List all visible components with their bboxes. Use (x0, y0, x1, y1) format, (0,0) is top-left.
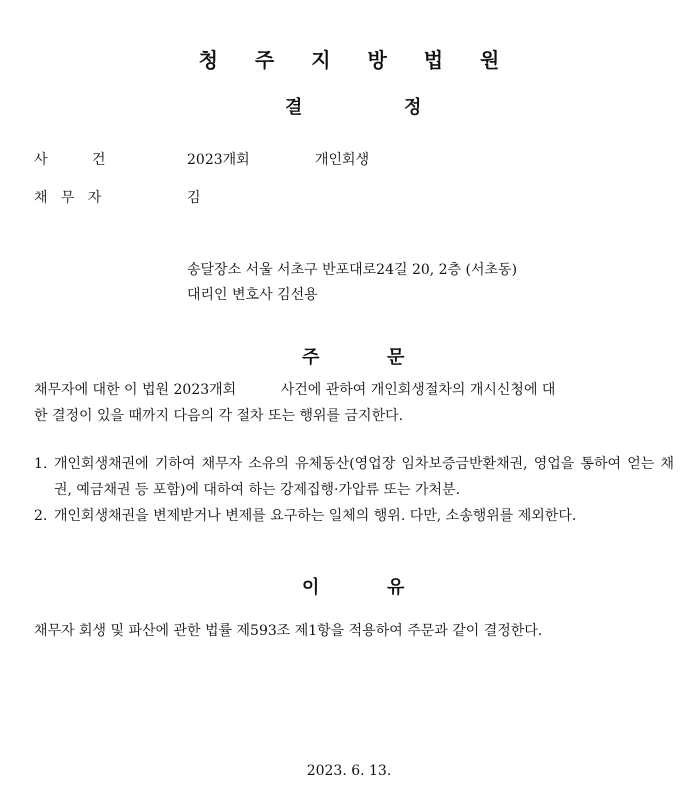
attorney: 대리인 변호사 김선용 (187, 287, 318, 303)
order-heading (0, 343, 698, 373)
debtor-label: 채 무 자 (34, 190, 102, 206)
order-intro (34, 377, 674, 429)
order-item-text: 개인회생채권을 변제받거나 변제를 요구하는 일체의 행위. 다만, 소송행위를 제외한다. (54, 508, 577, 524)
doc-type-right: 정 (404, 97, 422, 118)
case-label: 사 건 (34, 152, 106, 168)
case-name: 개인회생 (315, 152, 370, 168)
order-item-number: 1. (34, 456, 48, 472)
decision-date: 2023. 6. 13. (306, 763, 392, 779)
order-item (34, 451, 674, 503)
order-intro-line1: 채무자에 대한 이 법원 2023개회 사건에 관하여 개인회생절차의 개시신청에 대 (34, 382, 556, 398)
order-heading-left: 주 (302, 347, 320, 368)
reason-text: 채무자 회생 및 파산에 관한 법률 제593조 제1항을 적용하여 주문과 같이 결정한다. (34, 623, 543, 639)
order-intro-line2: 한 결정이 있을 때까지 다음의 각 절차 또는 행위를 금지한다. (34, 408, 404, 424)
debtor-name: 김 (187, 190, 201, 206)
order-item (34, 503, 674, 529)
reason-heading-right: 유 (387, 577, 405, 598)
doc-type-left: 결 (285, 97, 303, 118)
order-item-number: 2. (34, 508, 48, 524)
order-item-text: 개인회생채권에 기하여 채무자 소유의 유체동산(영업장 임차보증금반환채권, 영업을 통하여 얻는 채권, 예금채권 등 포함)에 대하여 하는 강제집행·가압류 또는 가처분. (54, 456, 674, 498)
order-items (34, 451, 674, 529)
order-heading-right: 문 (387, 347, 405, 368)
case-number: 2023개회 (187, 152, 250, 168)
reason-heading (0, 573, 698, 603)
court-name: 청 주 지 방 법 원 (198, 48, 515, 72)
service-address: 송달장소 서울 서초구 반포대로24길 20, 2층 (서초동) (187, 262, 518, 278)
document-type-heading (0, 93, 698, 123)
reason-heading-left: 이 (302, 577, 320, 598)
